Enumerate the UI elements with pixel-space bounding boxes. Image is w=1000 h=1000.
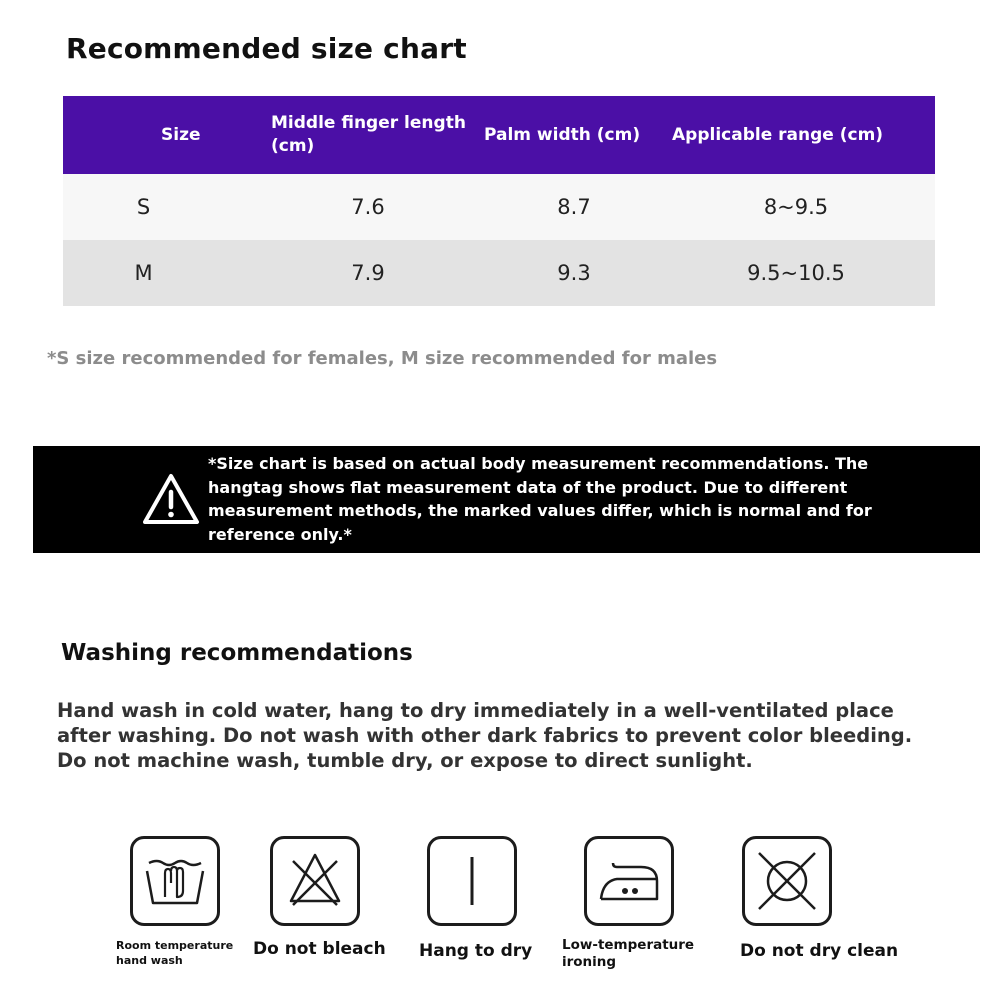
size-table [63, 96, 935, 306]
do-not-dry-clean-icon [745, 839, 829, 923]
cell-middle-finger: 7.6 [351, 195, 385, 219]
cell-applicable-range: 9.5~10.5 [747, 261, 845, 285]
column-header-size: Size [161, 124, 201, 145]
table-header-row [63, 96, 935, 174]
hand-wash-symbol [130, 836, 220, 926]
low-temp-iron-symbol [584, 836, 674, 926]
symbol-label-hand-wash: Room temperature hand wash [116, 939, 234, 967]
disclaimer-banner [33, 446, 980, 553]
washing-text: Hand wash in cold water, hang to dry immediately in a well-ventilated place after washing. Do not wash with other dark fabrics to prevent color bleeding. Do not machine wash, tumble dry, or expose to direct sunlight. [57, 699, 913, 772]
hand-wash-icon [133, 839, 217, 923]
cell-applicable-range: 8~9.5 [763, 195, 829, 219]
cell-palm-width: 8.7 [557, 195, 591, 219]
table-row [63, 174, 935, 240]
column-header-applicable-range: Applicable range (cm) [672, 124, 884, 145]
low-temp-iron-icon [587, 839, 671, 923]
table-row [63, 240, 935, 306]
cell-size: M [134, 261, 153, 285]
do-not-bleach-icon [273, 839, 357, 923]
do-not-dry-clean-symbol [742, 836, 832, 926]
warning-triangle-icon [141, 472, 201, 526]
do-not-bleach-symbol [270, 836, 360, 926]
size-note: *S size recommended for females, M size recommended for males [47, 348, 718, 369]
column-header-middle-finger: Middle finger length (cm) [271, 113, 466, 156]
hang-dry-icon [430, 839, 514, 923]
disclaimer-text: *Size chart is based on actual body measurement recommendations. The hangtag shows flat measurement data of the product. Due to different measurement methods, the marked values differ, which is normal and for reference only.* [208, 454, 872, 544]
symbol-label-do-not-bleach: Do not bleach [253, 939, 386, 959]
symbol-label-low-temp-ironing: Low-temperature ironing [562, 937, 695, 970]
symbol-label-hang-to-dry: Hang to dry [419, 941, 533, 961]
hang-dry-symbol [427, 836, 517, 926]
column-header-palm-width: Palm width (cm) [484, 124, 641, 145]
cell-size: S [136, 195, 151, 219]
cell-palm-width: 9.3 [557, 261, 591, 285]
size-chart-title: Recommended size chart [66, 32, 467, 65]
washing-title: Washing recommendations [61, 640, 413, 666]
cell-middle-finger: 7.9 [351, 261, 385, 285]
symbol-label-do-not-dry-clean: Do not dry clean [740, 941, 899, 961]
